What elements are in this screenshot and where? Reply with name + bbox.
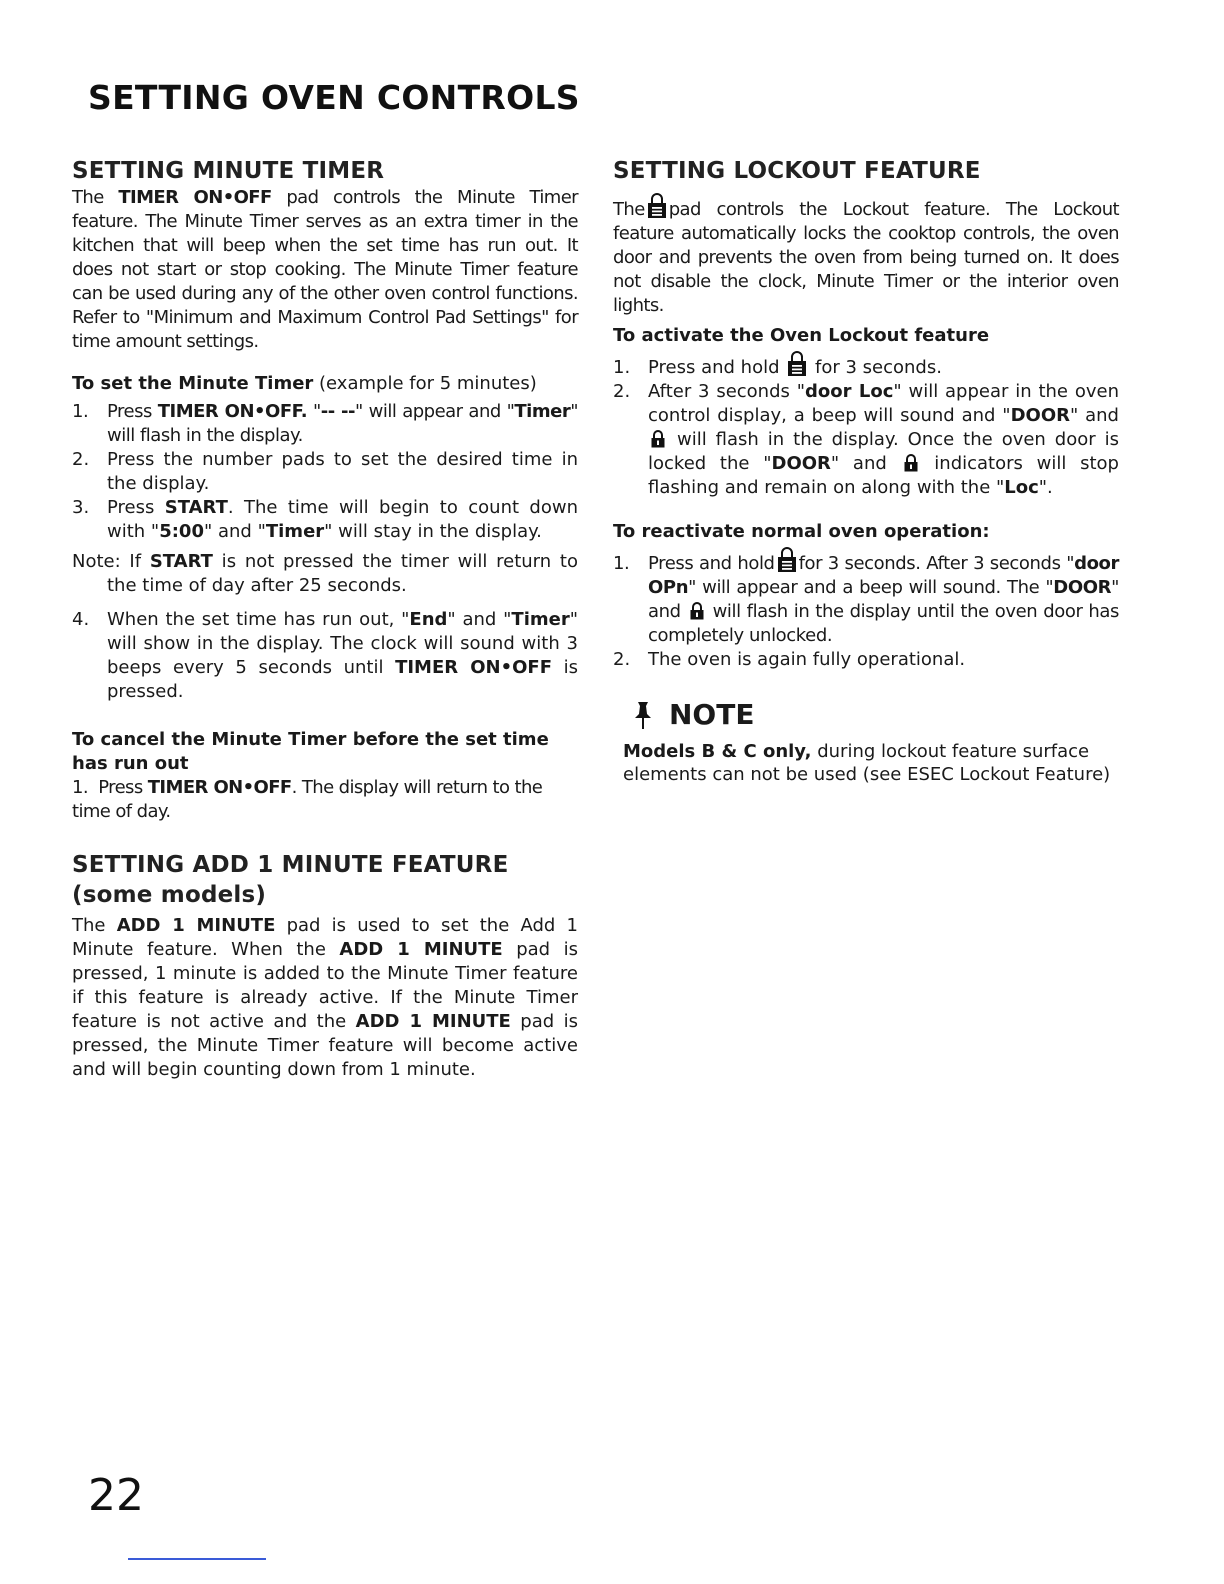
lock-pad-icon (777, 555, 797, 575)
timer-note: Note: If START is not pressed the timer will return to the time of day after 25 seconds. (72, 551, 578, 596)
list-item: 1. Press and hold for 3 seconds. (613, 356, 1119, 380)
minute-timer-intro: The TIMER ON•OFF pad controls the Minute Timer feature. The Minute Timer serves as an extra timer in the kitchen that will beep when the set time has run out. It does not start or stop cooking. The Minute Timer feature can be used during any of the other oven control functions. Refer to "Minimum and Maximum Control Pad Settings" for time amount settings. (72, 187, 578, 352)
padlock-icon (903, 454, 919, 472)
pushpin-icon (633, 700, 653, 730)
set-timer-heading: To set the Minute Timer (example for 5 minutes) (72, 373, 537, 394)
activate-lockout-steps (613, 356, 1119, 500)
lockout-intro: The pad controls the Lockout feature. The Lockout feature automatically locks the cooktop controls, the oven door and prevents the oven from being turned on. It does not disable the clock, Minute Timer or the interior oven lights. (613, 198, 1119, 318)
note-text: Models B & C only, during lockout feature surface elements can not be used (see ESEC Lockout Feature) (623, 741, 1111, 785)
page-number: 22 (88, 1470, 144, 1521)
note-heading: NOTE (633, 698, 1119, 732)
lock-pad-icon (647, 201, 667, 221)
page-title: SETTING OVEN CONTROLS (88, 78, 580, 117)
minute-timer-title: SETTING MINUTE TIMER (72, 158, 385, 184)
padlock-icon (650, 430, 666, 448)
set-timer-steps (72, 400, 578, 544)
list-item: 2. Press the number pads to set the desired time in the display. (72, 449, 578, 494)
cancel-timer-heading: To cancel the Minute Timer before the set time has run out (72, 729, 549, 774)
list-item: 1. Press TIMER ON•OFF. "-- --" will appear and "Timer" will flash in the display. (72, 401, 578, 446)
lock-pad-icon (787, 359, 807, 379)
activate-lockout-heading: To activate the Oven Lockout feature (613, 325, 990, 346)
reactivate-heading: To reactivate normal oven operation: (613, 521, 990, 542)
lockout-title: SETTING LOCKOUT FEATURE (613, 158, 981, 184)
reactivate-steps (613, 552, 1119, 672)
cancel-timer-step: 1. Press TIMER ON•OFF. The display will return to the time of day. (72, 777, 543, 822)
footer-rule (128, 1558, 266, 1560)
list-item: 3. Press START. The time will begin to count down with "5:00" and "Timer" will stay in the display. (72, 497, 578, 542)
right-column (613, 156, 1119, 786)
add-minute-text: The ADD 1 MINUTE pad is used to set the Add 1 Minute feature. When the ADD 1 MINUTE pad is pressed, 1 minute is added to the Minute Timer feature if this feature is already active. If the Minute Timer feature is not active and the ADD 1 MINUTE pad is pressed, the Minute Timer feature will become active and will begin counting down from 1 minute. (72, 915, 578, 1080)
left-column (72, 156, 578, 1082)
add-minute-title: SETTING ADD 1 MINUTE FEATURE (some models) (72, 852, 509, 908)
list-item: 2. After 3 seconds "door Loc" will appear in the oven control display, a beep will sound and "DOOR" and will flash in the display. Once the oven door is locked the "DOOR" and indicators will stop flashing and remain on along with the "Loc". (613, 381, 1119, 498)
list-item: 2. The oven is again fully operational. (613, 649, 966, 670)
list-item: 4. When the set time has run out, "End" and "Timer" will show in the display. The clock will sound with 3 beeps every 5 seconds until TIMER ON•OFF is pressed. (72, 609, 578, 702)
padlock-icon (689, 602, 705, 620)
set-timer-steps-cont (72, 608, 578, 704)
list-item: 1. Press and hold for 3 seconds. After 3 seconds "door OPn" will appear and a beep will sound. The "DOOR" and will flash in the display until the oven door has completely unlocked. (613, 552, 1119, 648)
